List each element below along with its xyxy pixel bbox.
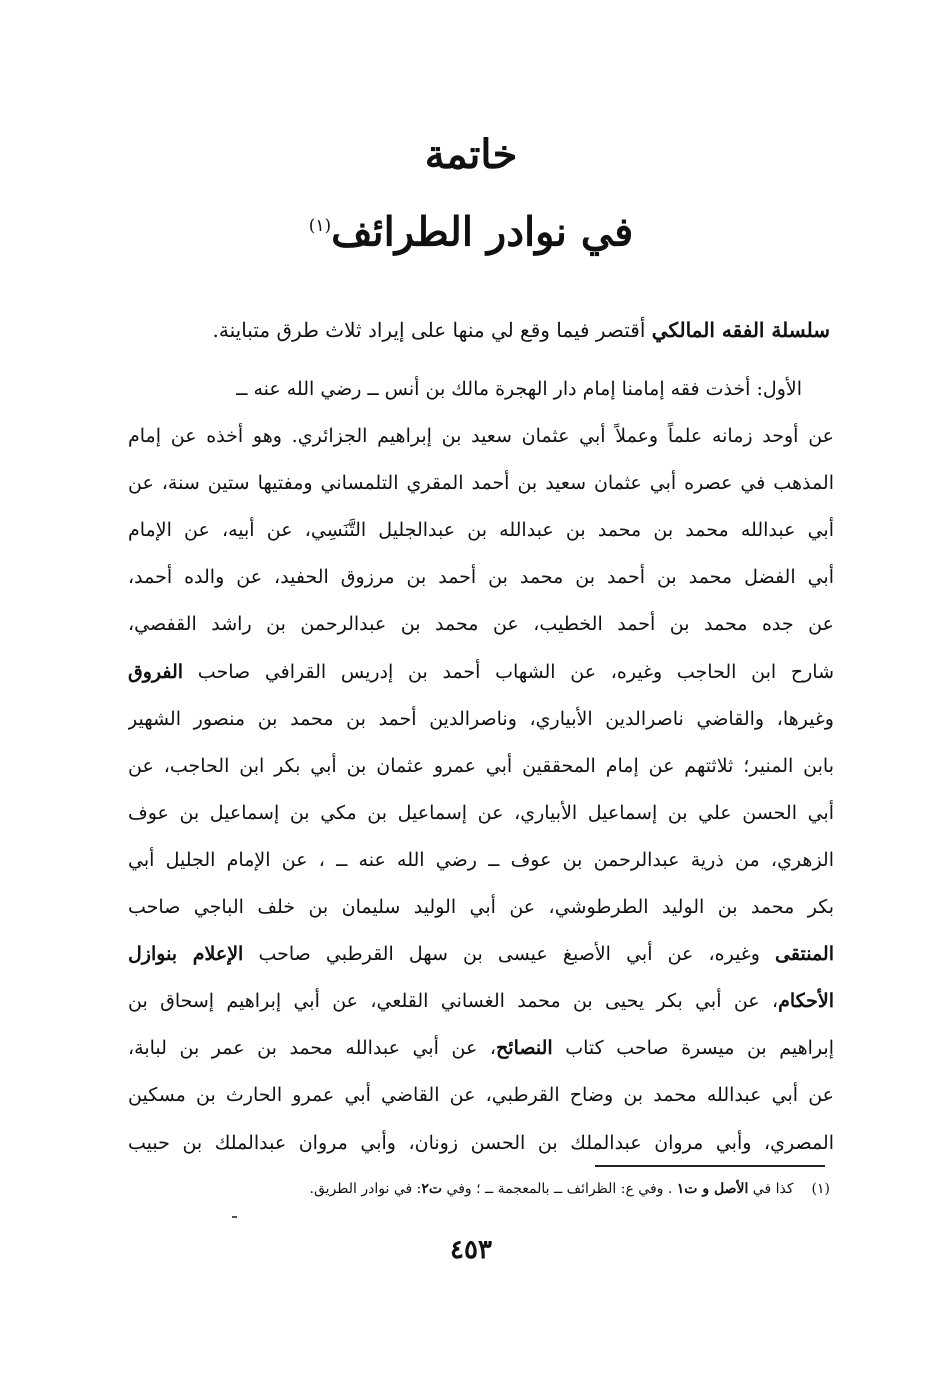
- footnote-text: : في نوادر الطريق.: [309, 1181, 422, 1197]
- footnote-bold: الأصل و ت١: [676, 1181, 749, 1197]
- body-line: بكر محمد بن الوليد الطرطوشي، عن أبي الوليد سليمان بن خلف الباجي صاحب: [128, 896, 834, 919]
- footnote-text: كذا في: [748, 1181, 794, 1197]
- body-line: المصري، وأبي مروان عبدالملك بن الحسن زونان، وأبي مروان عبدالملك بن حبيب: [128, 1131, 834, 1154]
- body-line: الأول: أخذت فقه إمامنا إمام دار الهجرة مالك بن أنس ــ رضي الله عنه ــ: [236, 378, 802, 400]
- subtitle-text: في نوادر الطرائف: [331, 208, 634, 256]
- footnote-number: (١): [811, 1181, 830, 1197]
- chapter-subtitle: [0, 200, 942, 258]
- footnote-bold: ت٢: [421, 1181, 443, 1197]
- body-line: وغيرها، والقاضي ناصرالدين الأبياري، وناصرالدين أحمد بن محمد بن منصور الشهير: [128, 707, 834, 730]
- footnote: [170, 1176, 830, 1202]
- body-line: [128, 1025, 834, 1072]
- body-text: [128, 366, 834, 1167]
- line-text: شارح ابن الحاجب وغيره، عن الشهاب أحمد بن إدريس القرافي صاحب: [183, 660, 834, 683]
- page-number: ٤٥٣: [450, 1235, 492, 1265]
- body-line: [128, 931, 834, 978]
- body-line: الزهري، من ذرية عبدالرحمن بن عوف ــ رضي الله عنه ــ ، عن الإمام الجليل أبي: [128, 848, 834, 871]
- body-line: [128, 649, 834, 696]
- footnote-text: . وفي ع: الظرائف ــ بالمعجمة ــ ؛ وفي: [442, 1181, 677, 1197]
- body-line: أبي الفضل محمد بن أحمد بن محمد بن أحمد بن مرزوق الحفيد، عن والده أحمد،: [128, 566, 834, 589]
- footnote-reference: (١): [308, 216, 332, 236]
- body-line: عن أبي عبدالله محمد بن وضاح القرطبي، عن القاضي أبي عمرو الحارث بن مسكين: [128, 1084, 834, 1107]
- body-line: أبي الحسن علي بن إسماعيل الأبياري، عن إسماعيل بن مكي بن إسماعيل بن عوف: [128, 801, 834, 824]
- book-title-bold: الفروق: [128, 660, 184, 683]
- section-heading-bold: سلسلة الفقه المالكي: [651, 318, 830, 342]
- line-text: ، عن أبي عبدالله محمد بن عمر بن لبابة،: [128, 1037, 497, 1060]
- line-text: إبراهيم بن ميسرة صاحب كتاب: [552, 1037, 834, 1060]
- line-text: ، عن أبي بكر يحيى بن محمد الغساني القلعي، عن أبي إبراهيم إسحاق بن: [128, 990, 779, 1013]
- intro-text: أقتصر فيما وقع لي منها على إيراد ثلاث طرق متباينة.: [212, 318, 652, 342]
- book-title-bold: المنتقى: [775, 943, 834, 966]
- book-title-bold: النصائح: [496, 1037, 553, 1060]
- line-text: وغيره، عن أبي الأصبغ عيسى بن سهل القرطبي صاحب: [243, 943, 776, 966]
- body-line: [128, 978, 834, 1025]
- section-intro: [140, 310, 830, 350]
- chapter-title: خاتمة: [424, 131, 518, 178]
- book-title-bold: الإعلام بنوازل: [128, 943, 244, 966]
- book-title-bold: الأحكام: [778, 990, 834, 1013]
- print-mark: [232, 1216, 237, 1218]
- footnote-divider: [595, 1165, 825, 1167]
- body-line: بابن المنير؛ ثلاثتهم عن إمام المحققين أبي عمرو عثمان بن أبي بكر ابن الحاجب، عن: [128, 754, 834, 777]
- body-line: المذهب في عصره أبي عثمان سعيد بن أحمد المقري التلمساني ومفتيها ستين سنة، عن: [128, 472, 834, 495]
- body-line: عن جده محمد بن أحمد الخطيب، عن محمد بن عبدالرحمن بن راشد القفصي،: [128, 613, 834, 636]
- body-line: أبي عبدالله محمد بن محمد بن عبدالله بن عبدالجليل التَّنَسِي، عن أبيه، عن الإمام: [128, 519, 834, 542]
- body-line: عن أوحد زمانه علماً وعملاً أبي عثمان سعيد بن إبراهيم الجزائري. وهو أخذه عن إمام: [128, 425, 834, 448]
